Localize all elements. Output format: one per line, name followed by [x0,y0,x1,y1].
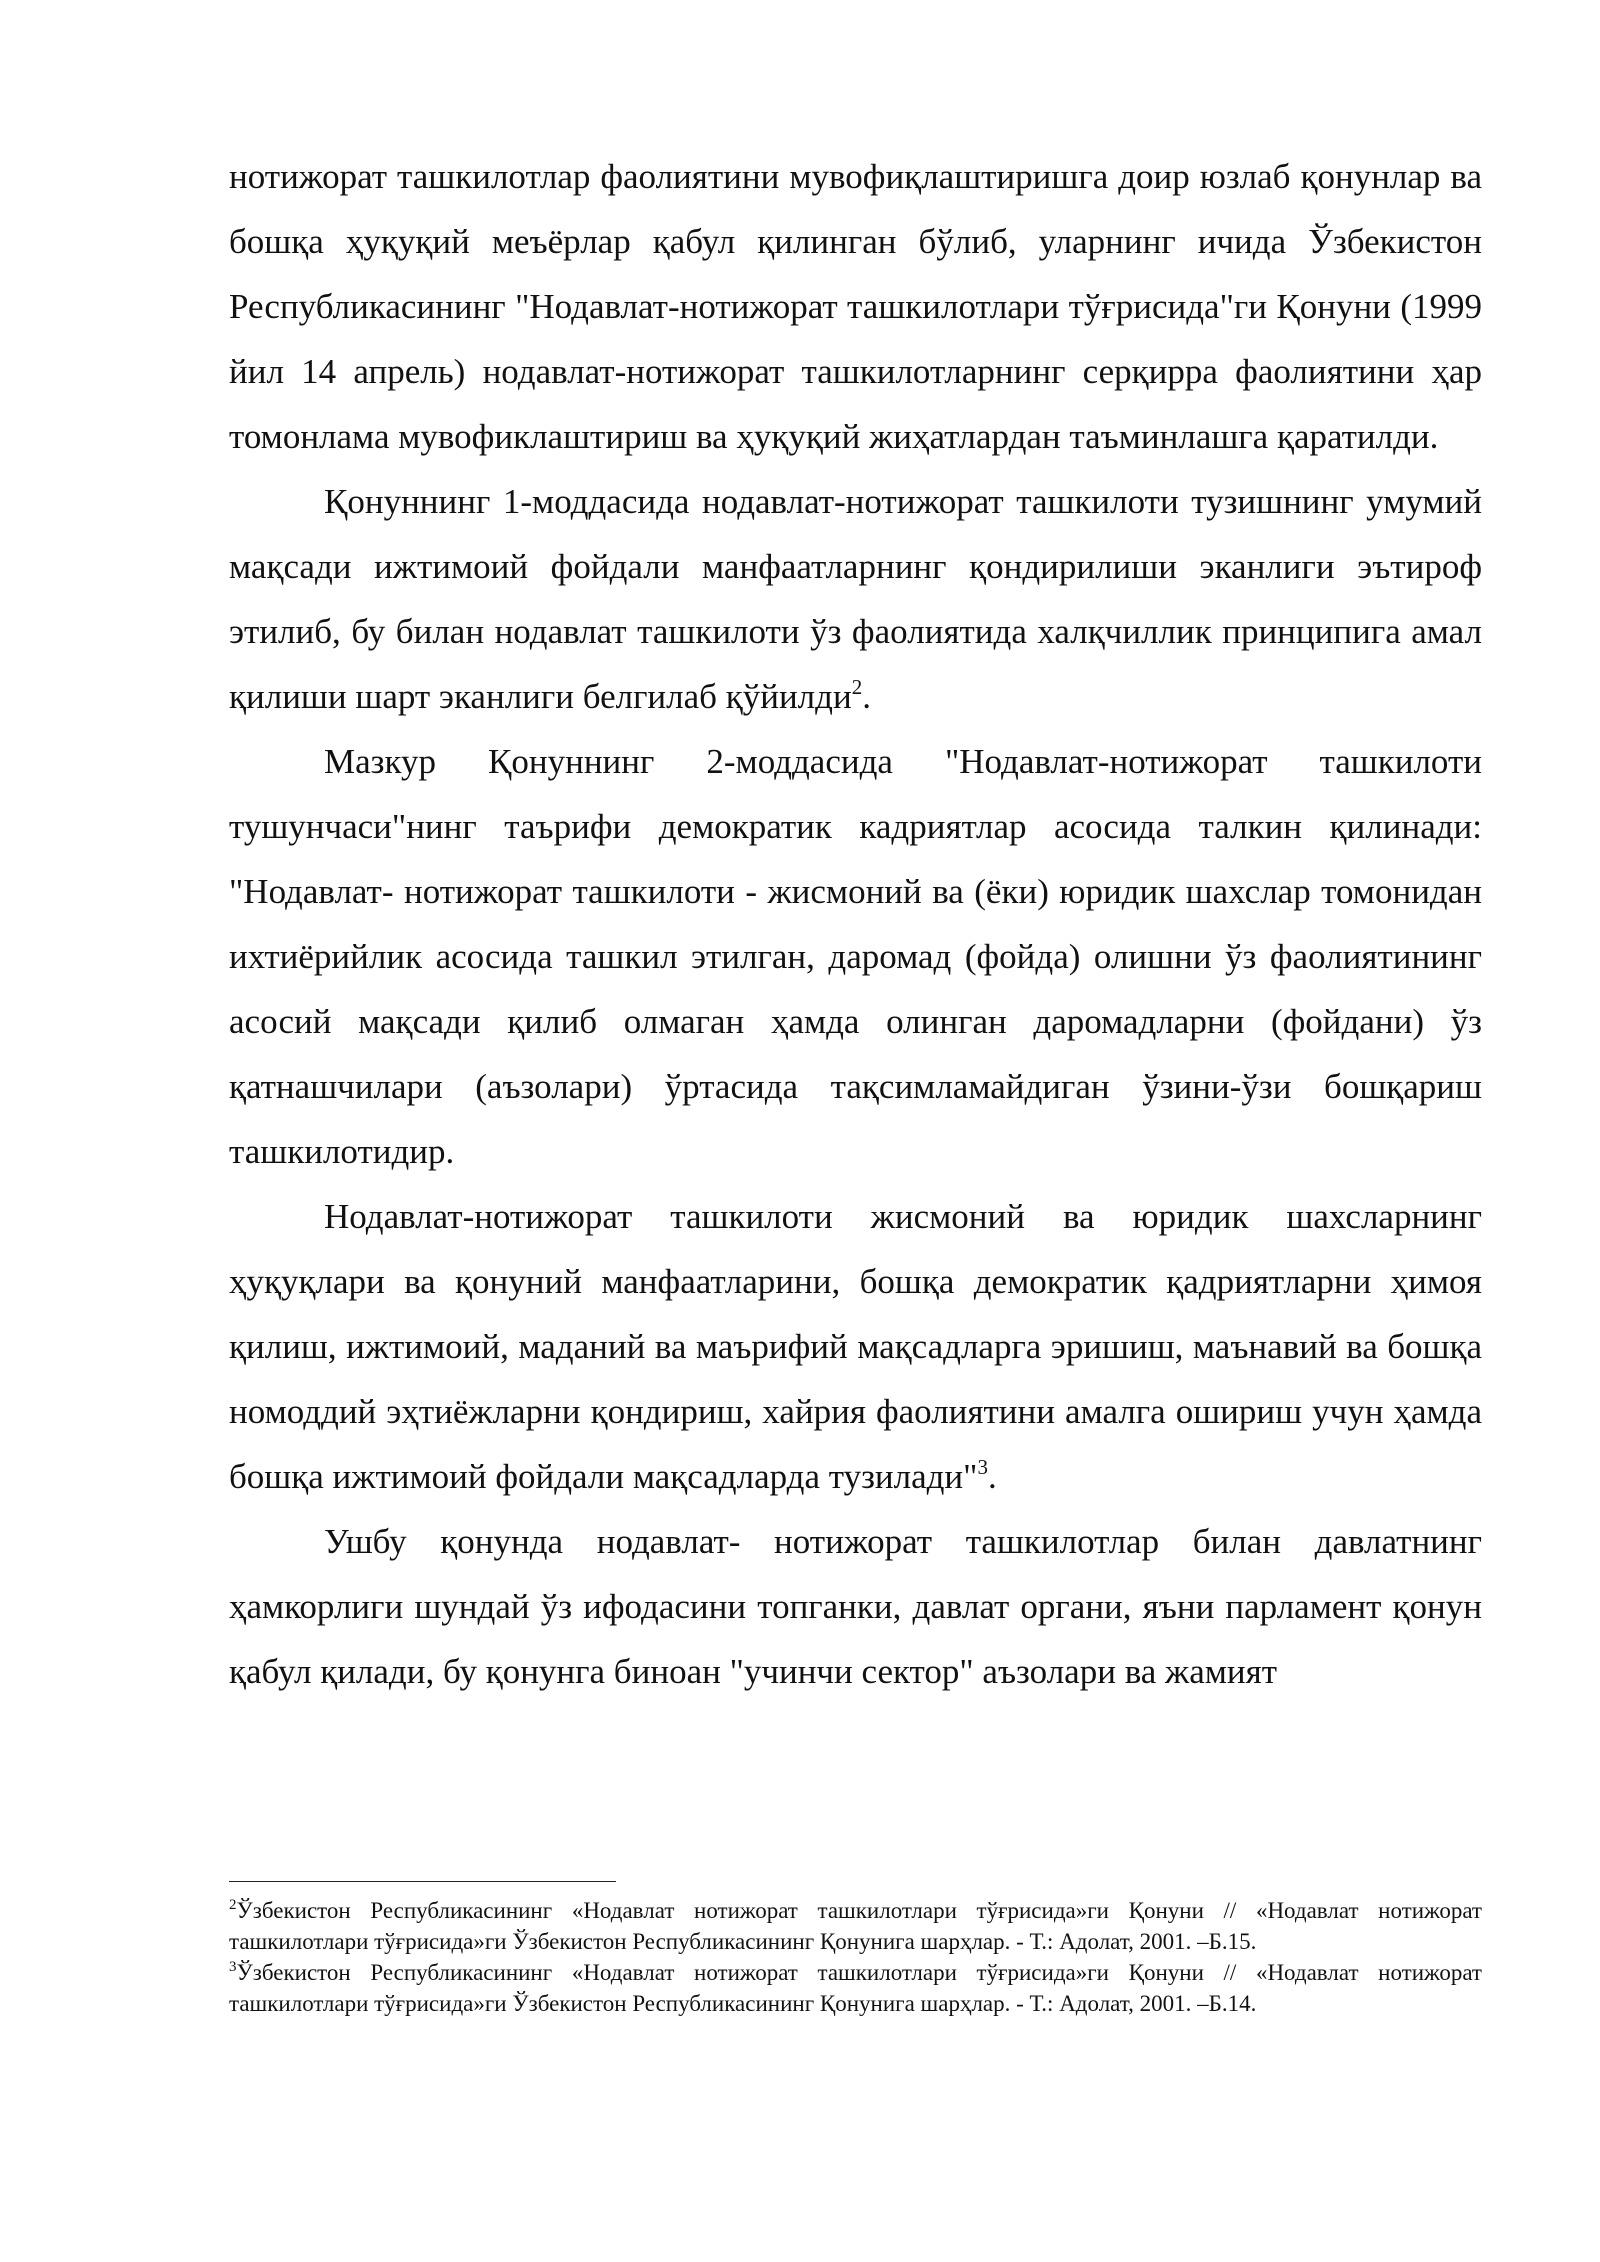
paragraph-text: Қонуннинг 1-моддасида нодавлат-нотижорат ташкилоти тузишнинг умумий мақсади ижтимоий фойдали манфаатларнинг қондирилиши эканлиги эътироф этилиб, бу билан нодавлат ташкилоти ўз фаолиятида халқчиллик принципига амал қилиши шарт эканлиги белгилаб қўйилди [229,482,1482,716]
paragraph-end-punctuation: . [987,1457,997,1496]
paragraph-text: нотижорат ташкилотлар фаолиятини мувофиқлаштиришга доир юзлаб қонунлар ва бошқа ҳуқуқий меъёрлар қабул қилинган бўлиб, уларнинг ичида Ўзбекистон Республикасининг "Нодавлат-нотижорат ташкилотлари тўғрисида"ги Қонуни (1999 йил 14 апрель) нодавлат-нотижорат ташкилотларнинг серқирра фаолиятини ҳар томонлама мувофиклаштириш ва ҳуқуқий жиҳатлардан таъминлашга қаратилди. [229,157,1482,456]
paragraph-text: Нодавлат-нотижорат ташкилоти жисмоний ва юридик шахсларнинг ҳуқуқлари ва қонуний манфаатларини, бошқа демократик қадриятларни ҳимоя қилиш, ижтимоий, маданий ва маърифий мақсадларга эришиш, маънавий ва бошқа номоддий эҳтиёжларни қондириш, хайрия фаолиятини амалга ошириш учун ҳамда бошқа ижтимоий фойдали мақсадларда тузилади" [229,1197,1482,1496]
paragraph-text: Мазкур Қонуннинг 2-моддасида "Нодавлат-нотижорат ташкилоти тушунчаси"нинг таърифи демократик кадриятлар асосида талкин қилинади: "Нодавлат- нотижорат ташкилоти - жисмоний ва (ёки) юридик шахслар томонидан ихтиёрийлик асосида ташкил этилган, даромад (фойда) олишни ўз фаолиятининг асосий мақсади қилиб олмаган ҳамда олинган даромадларни (фойдани) ўз қатнашчилари (аъзолари) ўртасида тақсимламайдиган ўзини-ўзи бошқариш ташкилотидир. [229,742,1482,1171]
footnote-reference[interactable]: 3 [977,1455,988,1479]
paragraph-5 [229,1509,1482,1704]
footnote-mark: 3 [229,1959,237,1975]
paragraph-end-punctuation: . [862,677,871,716]
footnote-text: Ўзбекистон Республикасининг «Нодавлат нотижорат ташкилотлари тўғрисида»ги Қонуни // «Нодавлат нотижорат ташкилотлари тўғрисида»ги Ўзбекистон Республикасининг Қонунига шарҳлар. - Т.: Адолат, 2001. –Б.14. [229,1960,1482,2016]
paragraph-3 [229,729,1482,1184]
paragraph-4 [229,1184,1482,1509]
footnote-mark: 2 [229,1897,237,1913]
body-text [229,144,1482,1704]
footnote-text: Ўзбекистон Республикасининг «Нодавлат нотижорат ташкилотлари тўғрисида»ги Қонуни // «Нодавлат нотижорат ташкилотлари тўғрисида»ги Ўзбекистон Республикасининг Қонунига шарҳлар. - Т.: Адолат, 2001. –Б.15. [229,1898,1482,1954]
footnote-3 [229,1957,1482,2019]
footnotes [229,1895,1482,2019]
footnote-reference[interactable]: 2 [851,675,863,699]
footnote-separator [229,1881,616,1882]
paragraph-text: Ушбу қонунда нодавлат- нотижорат ташкилотлар билан давлатнинг ҳамкорлиги шундай ўз ифодасини топганки, давлат органи, яъни парламент қонун қабул қилади, бу қонунга биноан "учинчи сектор" аъзолари ва жамият [229,1522,1482,1691]
paragraph-2 [229,469,1482,729]
paragraph-1 [229,144,1482,469]
footnote-2 [229,1895,1482,1957]
